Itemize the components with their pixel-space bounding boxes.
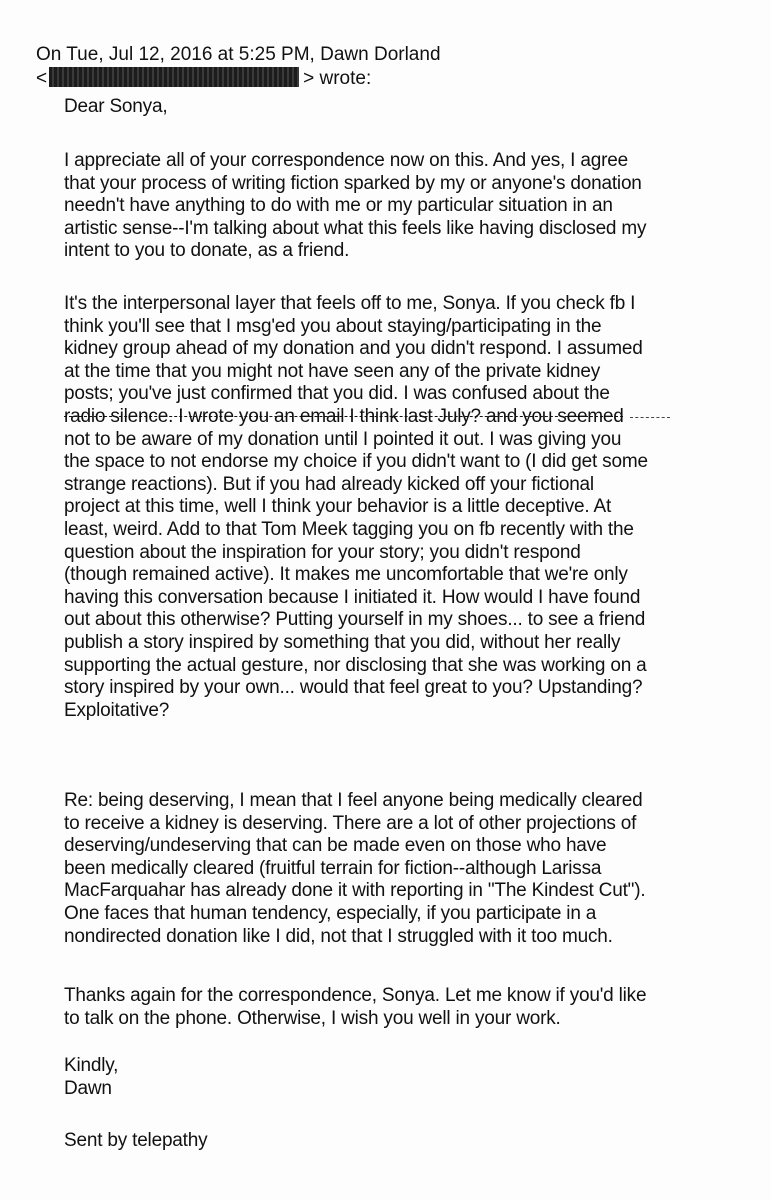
paragraph-3-line: been medically cleared (fruitful terrain for fiction--although Larissa: [64, 857, 602, 879]
paragraph-2-line: having this conversation because I initiated it. How would I have found: [64, 586, 641, 608]
paragraph-3-line: nondirected donation like I did, not that I struggled with it too much.: [64, 925, 613, 947]
paragraph-2-line-struck: [64, 406, 764, 429]
struck-through-text: radio silence. I wrote you an email I think last July? and you seemed: [64, 405, 624, 427]
paragraph-4: [64, 985, 764, 1030]
closing-salutation: Kindly,: [64, 1055, 119, 1076]
paragraph-4-line: to talk on the phone. Otherwise, I wish you well in your work.: [64, 1007, 561, 1029]
closing-name: Dawn: [64, 1077, 112, 1099]
email-header-date-sender: On Tue, Jul 12, 2016 at 5:25 PM, Dawn Dorland: [36, 44, 441, 65]
paragraph-2-line: think you'll see that I msg'ed you about staying/participating in the: [64, 315, 602, 337]
paragraph-1: [64, 150, 764, 263]
paragraph-2-line: publish a story inspired by something that you did, without her really: [64, 631, 621, 653]
paragraph-2-line: posts; you've just confirmed that you did. I was confused about the: [64, 383, 610, 405]
paragraph-3-line: One faces that human tendency, especially, if you participate in a: [64, 902, 597, 924]
paragraph-3-line: to receive a kidney is deserving. There are a lot of other projections of: [64, 812, 637, 834]
paragraph-4-line: Thanks again for the correspondence, Sonya. Let me know if you'd like: [64, 985, 647, 1006]
paragraph-2: [64, 293, 764, 722]
paragraph-2-line: story inspired by your own... would that feel great to you? Upstanding?: [64, 677, 643, 699]
greeting: Dear Sonya,: [64, 96, 168, 117]
paragraph-3: [64, 790, 764, 948]
dashed-mark: [630, 417, 670, 418]
paragraph-2-line: least, weird. Add to that Tom Meek tagging you on fb recently with the: [64, 518, 634, 540]
paragraph-1-line: I appreciate all of your correspondence now on this. And yes, I agree: [64, 150, 628, 171]
paragraph-2-line: the space to not endorse my choice if you didn't want to (I did get some: [64, 451, 648, 473]
paragraph-1-line: needn't have anything to do with me or my particular situation in an: [64, 195, 613, 217]
paragraph-3-line: deserving/undeserving that can be made even on those who have: [64, 835, 607, 857]
paragraph-1-line: that your process of writing fiction sparked by my or anyone's donation: [64, 172, 642, 194]
paragraph-2-line: strange reactions). But if you had already kicked off your fictional: [64, 473, 594, 495]
paragraph-2-line: supporting the actual gesture, nor disclosing that she was working on a: [64, 654, 647, 676]
paragraph-2-line: question about the inspiration for your story; you didn't respond: [64, 541, 581, 563]
paragraph-2-line: It's the interpersonal layer that feels off to me, Sonya. If you check fb I: [64, 293, 636, 314]
paragraph-2-line: project at this time, well I think your behavior is a little deceptive. At: [64, 496, 612, 518]
wrote-label: > wrote:: [303, 68, 372, 89]
open-bracket: <: [36, 68, 48, 89]
closing: [64, 1055, 764, 1100]
email-signature: Sent by telepathy: [64, 1130, 208, 1151]
paragraph-2-line: not to be aware of my donation until I pointed it out. I was giving you: [64, 428, 622, 450]
paragraph-3-line: MacFarquahar has already done it with reporting in "The Kindest Cut").: [64, 880, 646, 902]
paragraph-2-line: at the time that you might not have seen any of the private kidney: [64, 360, 601, 382]
email-header-address-line: [36, 67, 371, 90]
paragraph-2-line: (though remained active). It makes me uncomfortable that we're only: [64, 564, 628, 586]
paragraph-1-line: artistic sense--I'm talking about what this feels like having disclosed my: [64, 217, 647, 239]
paragraph-2-line: Exploitative?: [64, 699, 170, 721]
paragraph-2-line: kidney group ahead of my donation and you didn't respond. I assumed: [64, 338, 643, 360]
paragraph-2-line: out about this otherwise? Putting yourself in my shoes... to see a friend: [64, 609, 646, 631]
paragraph-1-line: intent to you to donate, as a friend.: [64, 240, 350, 262]
redacted-email-address: [49, 67, 299, 87]
paragraph-3-line: Re: being deserving, I mean that I feel anyone being medically cleared: [64, 790, 643, 811]
